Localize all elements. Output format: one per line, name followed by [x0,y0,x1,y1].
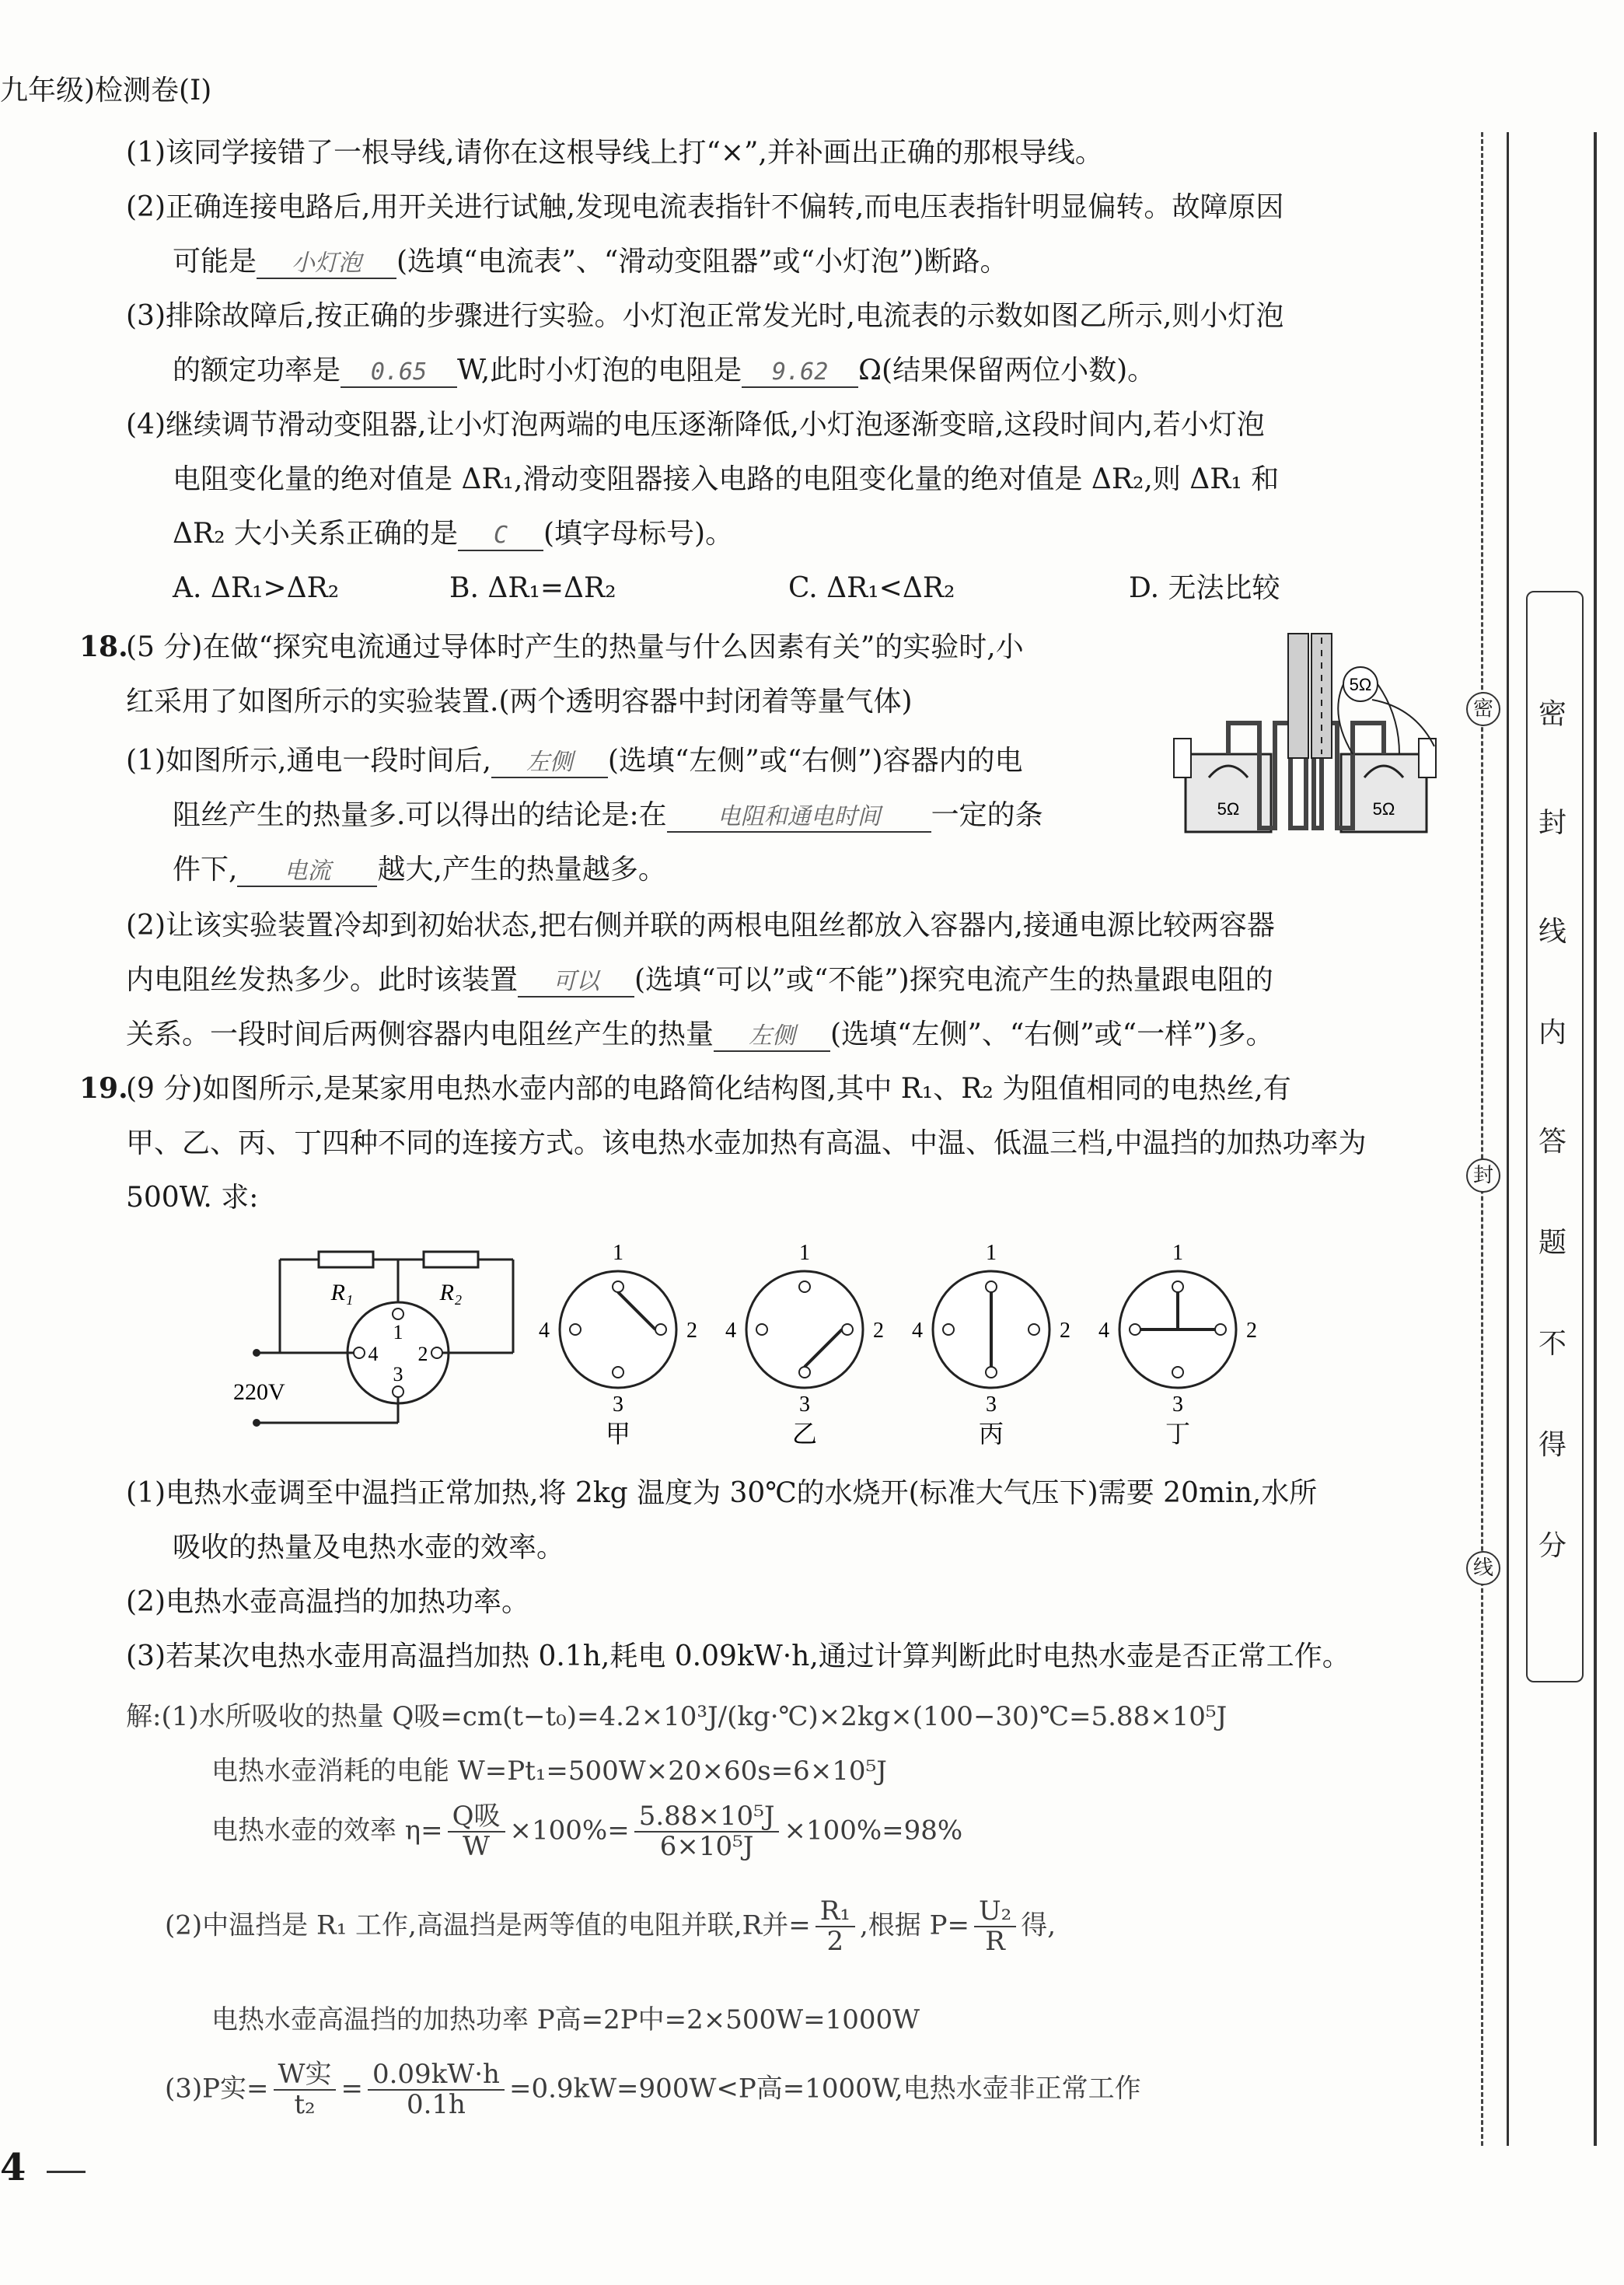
q18-fig-top-resistor-label: 5Ω [1349,675,1372,694]
q19-sub3: (3)若某次电热水壶用高温挡加热 0.1h,耗电 0.09kW·h,通过计算判断此时电热水壶是否正常工作。 [126,1640,1350,1672]
svg-text:4: 4 [912,1319,923,1343]
q18-fig-right-resistor-label: 5Ω [1372,799,1395,819]
solution-line4: (2)中温挡是 R₁ 工作,高温挡是两等值的电阻并联,R并= $\frac{\text{R₁}}{2}$ ,根据 P= $\frac{\text{U₂}}{R}$ 得, [165,1895,1056,1958]
q18-part2-line2: 内电阻丝发热多少。此时该装置 可以 (选填“可以”或“不能”)探究电流产生的热量跟电阻的 [126,964,1273,996]
q17-part1: (1)该同学接错了一根导线,请你在这根导线上打“×”,并补画出正确的那根导线。 [126,137,1103,169]
q18-part2-line1: (2)让该实验装置冷却到初始状态,把右侧并联的两根电阻丝都放入容器内,接通电源比较两容器 [126,910,1275,942]
svg-text:3: 3 [613,1392,623,1417]
svg-text:2: 2 [873,1319,884,1343]
page-header: 九年级)检测卷(Ⅰ) [0,75,212,107]
q18-part2-line3: 关系。一段时间后两侧容器内电阻丝产生的热量 左侧 (选填“左侧”、“右侧”或“一样”)多。 [126,1018,1274,1050]
seal-char-7: 不 [1538,1328,1567,1360]
q19-stem-line1: (9 分)如图所示,是某家用电热水壶内部的电路简化结构图,其中 R₁、R₂ 为阻值相同的电热丝,有 [126,1073,1291,1105]
q18-number: 18. [79,631,128,663]
seal-char-3: 线 [1538,916,1567,948]
svg-text:4: 4 [725,1319,736,1343]
q18-fig-left-resistor-label: 5Ω [1217,799,1240,819]
q19-sub1-line2: 吸收的热量及电热水壶的效率。 [173,1532,565,1564]
svg-text:3: 3 [799,1392,810,1417]
seal-char-4: 内 [1538,1017,1567,1049]
seal-circle-xian: 线 [1466,1551,1500,1585]
solution-line6: (3)P实= $\frac{\text{W实}}{\text{t₂}}$ = $\frac{0.09kW\cdot h}{0.1h}$ =0.9kW=900W<P高=1000W,电热水壶非正常工作 [165,2059,1141,2121]
q19-resistor-r2 [424,1252,478,1267]
q19-switch-n4: 4 [368,1343,379,1365]
q18-part1-line3: 件下, 电流 越大,产生的热量越多。 [173,854,666,886]
q18-part1-line2: 阻丝产生的热量多.可以得出的结论是:在 电阻和通电时间 一定的条 [173,799,1043,831]
q19-number: 19. [79,1072,128,1105]
q19-voltage-label: 220V [233,1379,285,1405]
svg-text:4: 4 [539,1319,550,1343]
q19-label-bing: 丙 [978,1420,1004,1448]
solution-line1: 解:(1)水所吸收的热量 Q吸=cm(t−t₀)=4.2×10³J/(kg·℃)×2kg×(100−30)℃=5.88×10⁵J [126,1701,1228,1732]
seal-char-2: 封 [1538,807,1567,839]
q19-config-ding [1098,1241,1257,1448]
svg-text:1: 1 [613,1241,623,1265]
q19-label-ding: 丁 [1165,1420,1191,1448]
svg-text:3: 3 [1172,1392,1183,1417]
q19-stem-line3: 500W. 求: [126,1182,259,1214]
q18-apparatus-figure [1166,622,1446,847]
binding-dashed-line [1481,132,1483,2146]
page-number: 4 [0,2146,26,2189]
q17-part2-line2: 可能是 小灯泡 (选填“电流表”、“滑动变阻器”或“小灯泡”)断路。 [173,246,1008,278]
q19-config-jia [539,1241,697,1448]
q19-switch-n2: 2 [417,1343,428,1365]
svg-text:3: 3 [986,1392,997,1417]
q17-part3-line2: 的额定功率是 0.65 W,此时小灯泡的电阻是 9.62 Ω(结果保留两位小数)。 [173,355,1156,386]
q19-stem-line2: 甲、乙、丙、丁四种不同的连接方式。该电热水壶加热有高温、中温、低温三档,中温挡的加热功率为 [126,1127,1367,1159]
q17-answer-power: 0.65 [341,359,457,388]
q18-part1-line1: (1)如图所示,通电一段时间后, 左侧 (选填“左侧”或“右侧”)容器内的电 [126,745,1023,777]
q17-answer-resistance: 9.62 [742,359,858,388]
q19-config-bing [912,1241,1070,1448]
q19-switch-n1: 1 [393,1321,403,1343]
seal-circle-mi: 密 [1466,692,1500,726]
q18-answer-more: 左侧 [714,1023,830,1052]
seal-circle-feng: 封 [1466,1158,1500,1193]
q18-answer-factor: 电流 [237,858,377,887]
q17-part4-line2: 电阻变化量的绝对值是 ΔR₁,滑动变阻器接入电路的电阻变化量的绝对值是 ΔR₂,则 ΔR₁ 和 [173,463,1280,495]
q17-option-d: D. 无法比较 [1129,572,1280,604]
svg-text:4: 4 [1098,1319,1109,1343]
svg-text:2: 2 [1060,1319,1070,1343]
svg-text:1: 1 [986,1241,997,1265]
q19-label-r1: R₁ [330,1280,354,1305]
q17-part4-line3: ΔR₂ 大小关系正确的是 C (填字母标号)。 [173,518,734,550]
q18-answer-can: 可以 [518,969,634,998]
page-number-rule [47,2171,86,2173]
q18-answer-condition: 电阻和通电时间 [667,804,931,833]
binding-solid-line-inner [1507,132,1509,2146]
q17-part2-line1: (2)正确连接电路后,用开关进行试触,发现电流表指针不偏转,而电压表指针明显偏转。故障原因 [126,191,1284,223]
q17-part4-line1: (4)继续调节滑动变阻器,让小灯泡两端的电压逐渐降低,小灯泡逐渐变暗,这段时间内,若小灯泡 [126,409,1265,441]
seal-char-6: 题 [1538,1227,1567,1259]
q17-answer-fault: 小灯泡 [257,250,396,279]
q19-config-yi [725,1241,884,1448]
q19-sub1-line1: (1)电热水壶调至中温挡正常加热,将 2kg 温度为 30℃的水烧开(标准大气压下)需要 20min,水所 [126,1477,1318,1509]
q18-stem-line2: 红采用了如图所示的实验装置.(两个透明容器中封闭着等量气体) [126,686,913,718]
q19-resistor-r1 [319,1252,373,1267]
seal-char-9: 分 [1538,1530,1567,1562]
svg-text:2: 2 [1246,1319,1257,1343]
q19-sub2: (2)电热水壶高温挡的加热功率。 [126,1586,529,1618]
q19-label-jia: 甲 [605,1420,631,1448]
q17-part3-line1: (3)排除故障后,按正确的步骤进行实验。小灯泡正常发光时,电流表的示数如图乙所示,则小灯泡 [126,300,1284,332]
q17-option-c: C. ΔR₁<ΔR₂ [788,572,955,604]
binding-solid-line-outer [1594,132,1597,2146]
q19-switch-n3: 3 [393,1363,403,1385]
q17-answer-choice: C [458,522,543,551]
q18-answer-side: 左侧 [491,749,608,778]
seal-char-5: 答 [1538,1126,1567,1158]
solution-line5: 电热水壶高温挡的加热功率 P高=2P中=2×500W=1000W [211,2004,920,2035]
solution-line3: 电热水壶的效率 η= $\frac{\text{Q吸}}{W}$ ×100%= $\frac{\text{5.88×10⁵J}}{\text{6×10⁵J}}$ ×100%=98% [211,1801,963,1863]
seal-char-1: 密 [1538,698,1567,730]
q17-option-b: B. ΔR₁=ΔR₂ [449,572,616,604]
q19-circuit-figure [225,1228,1314,1462]
q17-option-a: A. ΔR₁>ΔR₂ [173,572,340,604]
q18-stem-line1: (5 分)在做“探究电流通过导体时产生的热量与什么因素有关”的实验时,小 [126,631,1024,663]
q19-label-r2: R₂ [439,1280,463,1305]
q19-label-yi: 乙 [791,1420,818,1448]
svg-text:1: 1 [1172,1241,1183,1265]
solution-line2: 电热水壶消耗的电能 W=Pt₁=500W×20×60s=6×10⁵J [211,1756,887,1787]
svg-text:1: 1 [799,1241,810,1265]
svg-text:2: 2 [686,1319,697,1343]
seal-char-8: 得 [1538,1429,1567,1461]
